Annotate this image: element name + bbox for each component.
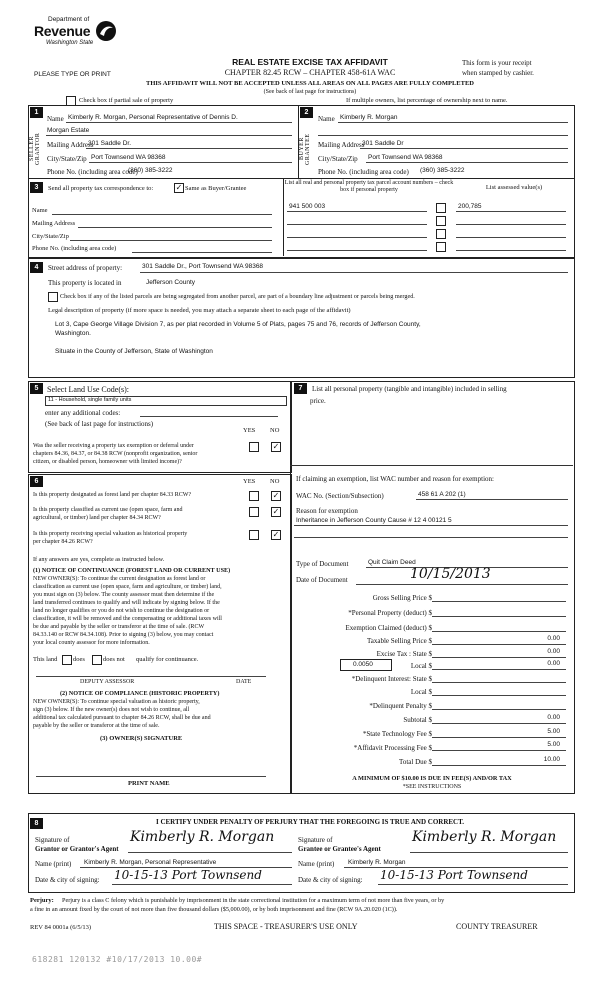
buyer-phone-label: Phone No. (including area code)	[318, 168, 409, 176]
historic-question-1: Is this property receiving special valuation as historical property	[33, 531, 188, 537]
s5-yes-header: YES	[243, 427, 256, 434]
perjury-title: Perjury:	[30, 897, 54, 904]
notice-continuance-line-1: NEW OWNER(S): To continue the current designation as forest land or	[33, 576, 206, 582]
gross-price-label: Gross Selling Price $	[372, 594, 432, 602]
owner-signature-title: (3) OWNER(S) SIGNATURE	[100, 735, 183, 742]
same-as-buyer-checkbox[interactable]: ✓	[175, 183, 183, 192]
same-as-buyer-label: Same as Buyer/Grantee	[185, 185, 247, 192]
seller-name-value[interactable]: Kimberly R. Morgan, Personal Representative of Dennis D.	[68, 114, 238, 121]
land-does-not-checkbox[interactable]	[92, 655, 102, 665]
local-rate-value: 0.0050	[353, 661, 373, 668]
seller-phone-label: Phone No. (including area code)	[47, 168, 138, 176]
segregated-checkbox[interactable]	[48, 292, 58, 302]
form-chapters: CHAPTER 82.45 RCW – CHAPTER 458-61A WAC	[224, 68, 396, 77]
local-tax-label: Local $	[410, 662, 432, 670]
technology-fee-label: *State Technology Fee $	[362, 730, 432, 738]
logo-dept-line: Department of	[48, 16, 90, 23]
legal-description-line-1[interactable]: Lot 3, Cape George Village Division 7, as per plat recorded in Volume 5 of Plats, pages 75 and 76, records of Jefferson County,	[55, 321, 421, 328]
historic-yes-checkbox[interactable]	[249, 530, 259, 540]
notice-continuance-line-8: 84.33.140 or RCW 84.34.108). Prior to signing (3) below, you may contact	[33, 632, 214, 638]
seller-name-value-2[interactable]: Morgan Estate	[47, 127, 90, 134]
land-does-not-label: does not	[103, 656, 125, 663]
buyer-name-label: Name	[318, 115, 335, 123]
historic-question-2: per chapter 84.26 RCW?	[33, 539, 93, 545]
land-use-see-back: (See back of last page for instructions)	[45, 420, 154, 428]
parcel-header: List all real and personal property tax parcel account numbers – check box if personal property	[284, 180, 454, 193]
segregated-label: Check box if any of the listed parcels are being segregated from another parcel, are part of a boundary line adjustment or parcels being merged.	[60, 293, 415, 300]
wac-label: WAC No. (Section/Subsection)	[296, 492, 384, 500]
treasurer-space-label: THIS SPACE - TREASURER'S USE ONLY	[214, 922, 358, 931]
notice-continuance-line-7: be due and payable by the seller or transferor at the time of sale. (RCW	[33, 624, 205, 630]
buyer-address-value[interactable]: 301 Saddle Dr	[362, 140, 404, 147]
notice-continuance-line-3: you must sign on (3) below. The county assessor must then determine if the	[33, 592, 215, 598]
dor-logo	[34, 16, 120, 66]
section-7-number: 7	[294, 383, 307, 394]
wac-value[interactable]: 458 61 A 202 (1)	[418, 491, 466, 498]
located-in-label: This property is located in	[48, 279, 122, 287]
exemption-claimed-label: Exemption Claimed (deduct) $	[345, 624, 432, 632]
seller-city-label: City/State/Zip	[47, 155, 87, 163]
section-3-number: 3	[30, 182, 43, 193]
s6-no-header: NO	[270, 478, 280, 485]
perjury-line-1: Perjury is a class C felony which is punishable by imprisonment in the state correctional institution for a maximum term of not more than five years, or by	[62, 897, 445, 904]
exemption-question-1: Was the seller receiving a property tax exemption or deferral under	[33, 443, 194, 449]
perjury-line-2: a fine in an amount fixed by the court of not more than five thousand dollars ($5,000.00), or by both imprisonment and fine (RCW 9A.20.020 (1C)).	[30, 906, 398, 913]
notice-continuance-line-4: land transferred continues to qualify and will indicate by signing below. If the	[33, 600, 220, 606]
corr-city-label: City/State/Zip	[32, 233, 69, 240]
street-address-value[interactable]: 301 Saddle Dr., Port Townsend WA 98368	[142, 263, 264, 270]
local-rate-box[interactable]	[340, 659, 392, 671]
cashier-stamp: 618281 120132 #10/17/2013 10.00#	[32, 955, 203, 964]
grantor-sig-label-2: Grantor or Grantor's Agent	[35, 845, 119, 853]
section-2-number: 2	[300, 107, 313, 118]
land-does-checkbox[interactable]	[62, 655, 72, 665]
current-use-yes-checkbox[interactable]	[249, 507, 259, 517]
notice-compliance-line-4: payable by the seller or transferor at the time of sale.	[33, 723, 160, 729]
technology-fee-value[interactable]: 5.00	[547, 728, 560, 735]
document-date-label: Date of Document	[296, 576, 348, 584]
certify-statement: I CERTIFY UNDER PENALTY OF PERJURY THAT THE FOREGOING IS TRUE AND CORRECT.	[155, 818, 464, 826]
assessed-value-1[interactable]: 200,785	[458, 203, 482, 210]
corr-phone-label: Phone No. (including area code)	[32, 245, 117, 252]
parcel-1-personal-checkbox[interactable]	[436, 203, 446, 213]
receipt-note-2: when stamped by cashier.	[462, 69, 534, 77]
grantor-name-label: Name (print)	[35, 860, 72, 868]
buyer-address-label: Mailing Address	[318, 141, 365, 149]
seller-city-value[interactable]: Port Townsend WA 98368	[91, 154, 166, 161]
section-6-number: 6	[30, 476, 43, 487]
grantee-sig-label-2: Grantee or Grantee's Agent	[298, 845, 381, 853]
exemption-claim-label: If claiming an exemption, list WAC number and reason for exemption:	[296, 475, 494, 483]
current-use-question-2: agricultural, or timber) land per chapter 84.34 RCW?	[33, 515, 161, 521]
grantee-signature[interactable]: Kimberly R. Morgan	[412, 829, 557, 845]
notice-compliance-line-1: NEW OWNER(S): To continue special valuation as historic property,	[33, 699, 200, 705]
affidavit-fee-label: *Affidavit Processing Fee $	[353, 744, 432, 752]
taxable-price-label: Taxable Selling Price $	[366, 637, 432, 645]
see-instructions-note: *SEE INSTRUCTIONS	[402, 784, 462, 790]
qualify-label: qualify for continuance.	[136, 656, 199, 663]
parcel-2-personal-checkbox[interactable]	[436, 216, 446, 226]
parcel-number-1[interactable]: 941 500 003	[289, 203, 326, 210]
section-4-number: 4	[30, 262, 43, 273]
minimum-fee-note: A MINIMUM OF $10.00 IS DUE IN FEE(S) AND/OR TAX	[352, 775, 512, 782]
affidavit-fee-value[interactable]: 5.00	[547, 741, 560, 748]
this-land-label: This land	[33, 656, 58, 663]
forest-land-question: Is this property designated as forest land per chapter 84.33 RCW?	[33, 492, 192, 498]
section-5-number: 5	[30, 383, 43, 394]
total-due-value[interactable]: 10.00	[543, 756, 560, 763]
notice-continuance-line-5: land no longer qualifies or you do not wish to continue the designation or	[33, 608, 210, 614]
completion-warning: THIS AFFIDAVIT WILL NOT BE ACCEPTED UNLESS ALL AREAS ON ALL PAGES ARE FULLY COMPLETED	[146, 80, 474, 87]
parcel-3-personal-checkbox[interactable]	[436, 229, 446, 239]
partial-sale-label: Check box if partial sale of property	[79, 97, 174, 104]
logo-revenue: Revenue	[34, 23, 91, 39]
subtotal-value[interactable]: 0.00	[547, 714, 560, 721]
section-8-number: 8	[30, 818, 43, 829]
historic-no-checkbox[interactable]: ✓	[272, 530, 280, 539]
delinquent-interest-state-label: *Delinquent Interest: State $	[351, 675, 432, 683]
exemption-yes-checkbox[interactable]	[249, 442, 259, 452]
see-back-note: (See back of last page for instructions)	[263, 89, 357, 95]
seller-address-value[interactable]: 301 Saddle Dr.	[88, 140, 132, 147]
document-type-value[interactable]: Quit Claim Deed	[368, 559, 416, 566]
grantor-sig-label-1: Signature of	[35, 836, 70, 844]
exemption-reason-label: Reason for exemption	[296, 507, 358, 515]
delinquent-interest-local-label: Local $	[410, 688, 432, 696]
forest-no-checkbox[interactable]: ✓	[272, 491, 280, 500]
logo-state: Washington State	[46, 40, 94, 46]
state-tax-label: Excise Tax : State $	[376, 650, 432, 658]
total-due-label: Total Due $	[399, 758, 432, 766]
subtotal-label: Subtotal $	[403, 716, 432, 724]
grantee-name-value[interactable]: Kimberly R. Morgan	[348, 859, 406, 866]
s5-no-header: NO	[270, 427, 280, 434]
county-value[interactable]: Jefferson County	[146, 279, 196, 286]
any-yes-note: If any answers are yes, complete as instructed below.	[33, 556, 165, 563]
grantee-date-label: Date & city of signing:	[298, 876, 363, 884]
legal-description-line-2[interactable]: Washington.	[55, 330, 91, 337]
notice-compliance-title: (2) NOTICE OF COMPLIANCE (HISTORIC PROPERTY)	[60, 690, 220, 697]
land-use-code-value: 11 - Household, single family units	[48, 397, 132, 403]
notice-continuance-line-9: your local county assessor for more information.	[33, 640, 150, 646]
buyer-city-label: City/State/Zip	[318, 155, 358, 163]
grantee-sig-label-1: Signature of	[298, 836, 333, 844]
delinquent-penalty-label: *Delinquent Penalty $	[369, 702, 432, 710]
send-correspondence-label: Send all property tax correspondence to:	[48, 185, 154, 192]
grantor-date-label: Date & city of signing:	[35, 876, 100, 884]
assessor-date-label: DATE	[236, 679, 252, 685]
current-use-no-checkbox[interactable]: ✓	[272, 507, 280, 516]
grantee-name-label: Name (print)	[298, 860, 335, 868]
form-number: REV 84 0001a (6/5/13)	[30, 924, 92, 931]
state-tax-value[interactable]: 0.00	[547, 648, 560, 655]
county-treasurer-label: COUNTY TREASURER	[456, 922, 538, 931]
multiple-owners-note: If multiple owners, list percentage of ownership next to name.	[346, 97, 508, 104]
notice-continuance-line-2: classification as current use (open space, farm and agriculture, or timber) land,	[33, 584, 222, 590]
exemption-question-3: citizen, or disabled person, homeowner with limited income)?	[33, 459, 182, 465]
corr-address-label: Mailing Address	[32, 220, 76, 227]
exemption-reason-value[interactable]: Inheritance in Jefferson County Cause # 12 4 00121 5	[296, 517, 452, 524]
personal-property-label: *Personal Property (deduct) $	[348, 609, 432, 617]
section-1-number: 1	[30, 107, 43, 118]
receipt-note-1: This form is your receipt	[462, 59, 532, 67]
seller-address-label: Mailing Address	[47, 141, 94, 149]
forest-yes-checkbox[interactable]	[249, 491, 259, 501]
notice-compliance-line-3: additional tax calculated pursuant to chapter 84.26 RCW, shall be due and	[33, 715, 211, 721]
section-4-property	[28, 258, 575, 378]
deputy-assessor-label: DEPUTY ASSESSOR	[80, 679, 135, 685]
print-name-label: PRINT NAME	[128, 780, 170, 787]
land-use-title: Select Land Use Code(s):	[47, 385, 129, 394]
notice-continuance-line-6: classification, it will be removed and the compensating or additional taxes will	[33, 616, 222, 622]
please-type: PLEASE TYPE OR PRINT	[34, 71, 111, 78]
form-title: REAL ESTATE EXCISE TAX AFFIDAVIT	[232, 57, 388, 67]
land-does-label: does	[73, 656, 85, 663]
document-date-value[interactable]: 10/15/2013	[410, 566, 491, 582]
seller-name-label: Name	[47, 115, 64, 123]
grantor-signature[interactable]: Kimberly R. Morgan	[130, 829, 275, 845]
buyer-city-value[interactable]: Port Townsend WA 98368	[368, 154, 443, 161]
local-tax-value[interactable]: 0.00	[547, 660, 560, 667]
current-use-question-1: Is this property classified as current use (open space, farm and	[33, 507, 183, 513]
taxable-price-value[interactable]: 0.00	[547, 635, 560, 642]
grantor-name-value[interactable]: Kimberly R. Morgan, Personal Representative	[84, 859, 217, 866]
seller-side-label: SELLER GRANTOR	[29, 132, 41, 166]
grantor-date-value[interactable]: 10-15-13 Port Townsend	[114, 868, 262, 882]
buyer-side-label: BUYER GRANTEE	[299, 133, 311, 165]
dor-swoosh-icon	[95, 20, 117, 42]
exemption-question-2: chapters 84.36, 84.37, or 84.38 RCW (nonprofit organization, senior	[33, 451, 198, 457]
assessed-header: List assessed value(s)	[485, 184, 543, 191]
buyer-phone-value[interactable]: (360) 385-3222	[420, 167, 465, 174]
land-use-select[interactable]	[45, 396, 287, 406]
legal-description-line-3[interactable]: Situate in the County of Jefferson, State of Washington	[55, 348, 213, 355]
parcel-4-personal-checkbox[interactable]	[436, 242, 446, 252]
legal-description-label: Legal description of property (if more space is needed, you may attach a separate sheet to each page of the affidavit)	[48, 307, 351, 314]
notice-compliance-line-2: sign (3) below. If the new owner(s) does not wish to continue, all	[33, 707, 190, 713]
notice-continuance-title: (1) NOTICE OF CONTINUANCE (FOREST LAND OR CURRENT USE)	[33, 567, 231, 574]
additional-codes-label: enter any additional codes:	[45, 409, 121, 417]
street-address-label: Street address of property:	[48, 264, 123, 272]
buyer-name-value[interactable]: Kimberly R. Morgan	[340, 114, 398, 121]
s6-yes-header: YES	[243, 478, 256, 485]
corr-name-label: Name	[32, 207, 48, 214]
seller-phone-value[interactable]: (360) 385-3222	[128, 167, 173, 174]
personal-property-title-2: price.	[310, 397, 326, 405]
personal-property-title-1: List all personal property (tangible and intangible) included in selling	[312, 385, 507, 393]
document-type-label: Type of Document	[296, 560, 349, 568]
grantee-date-value[interactable]: 10-15-13 Port Townsend	[380, 868, 528, 882]
exemption-no-checkbox[interactable]: ✓	[272, 442, 280, 451]
